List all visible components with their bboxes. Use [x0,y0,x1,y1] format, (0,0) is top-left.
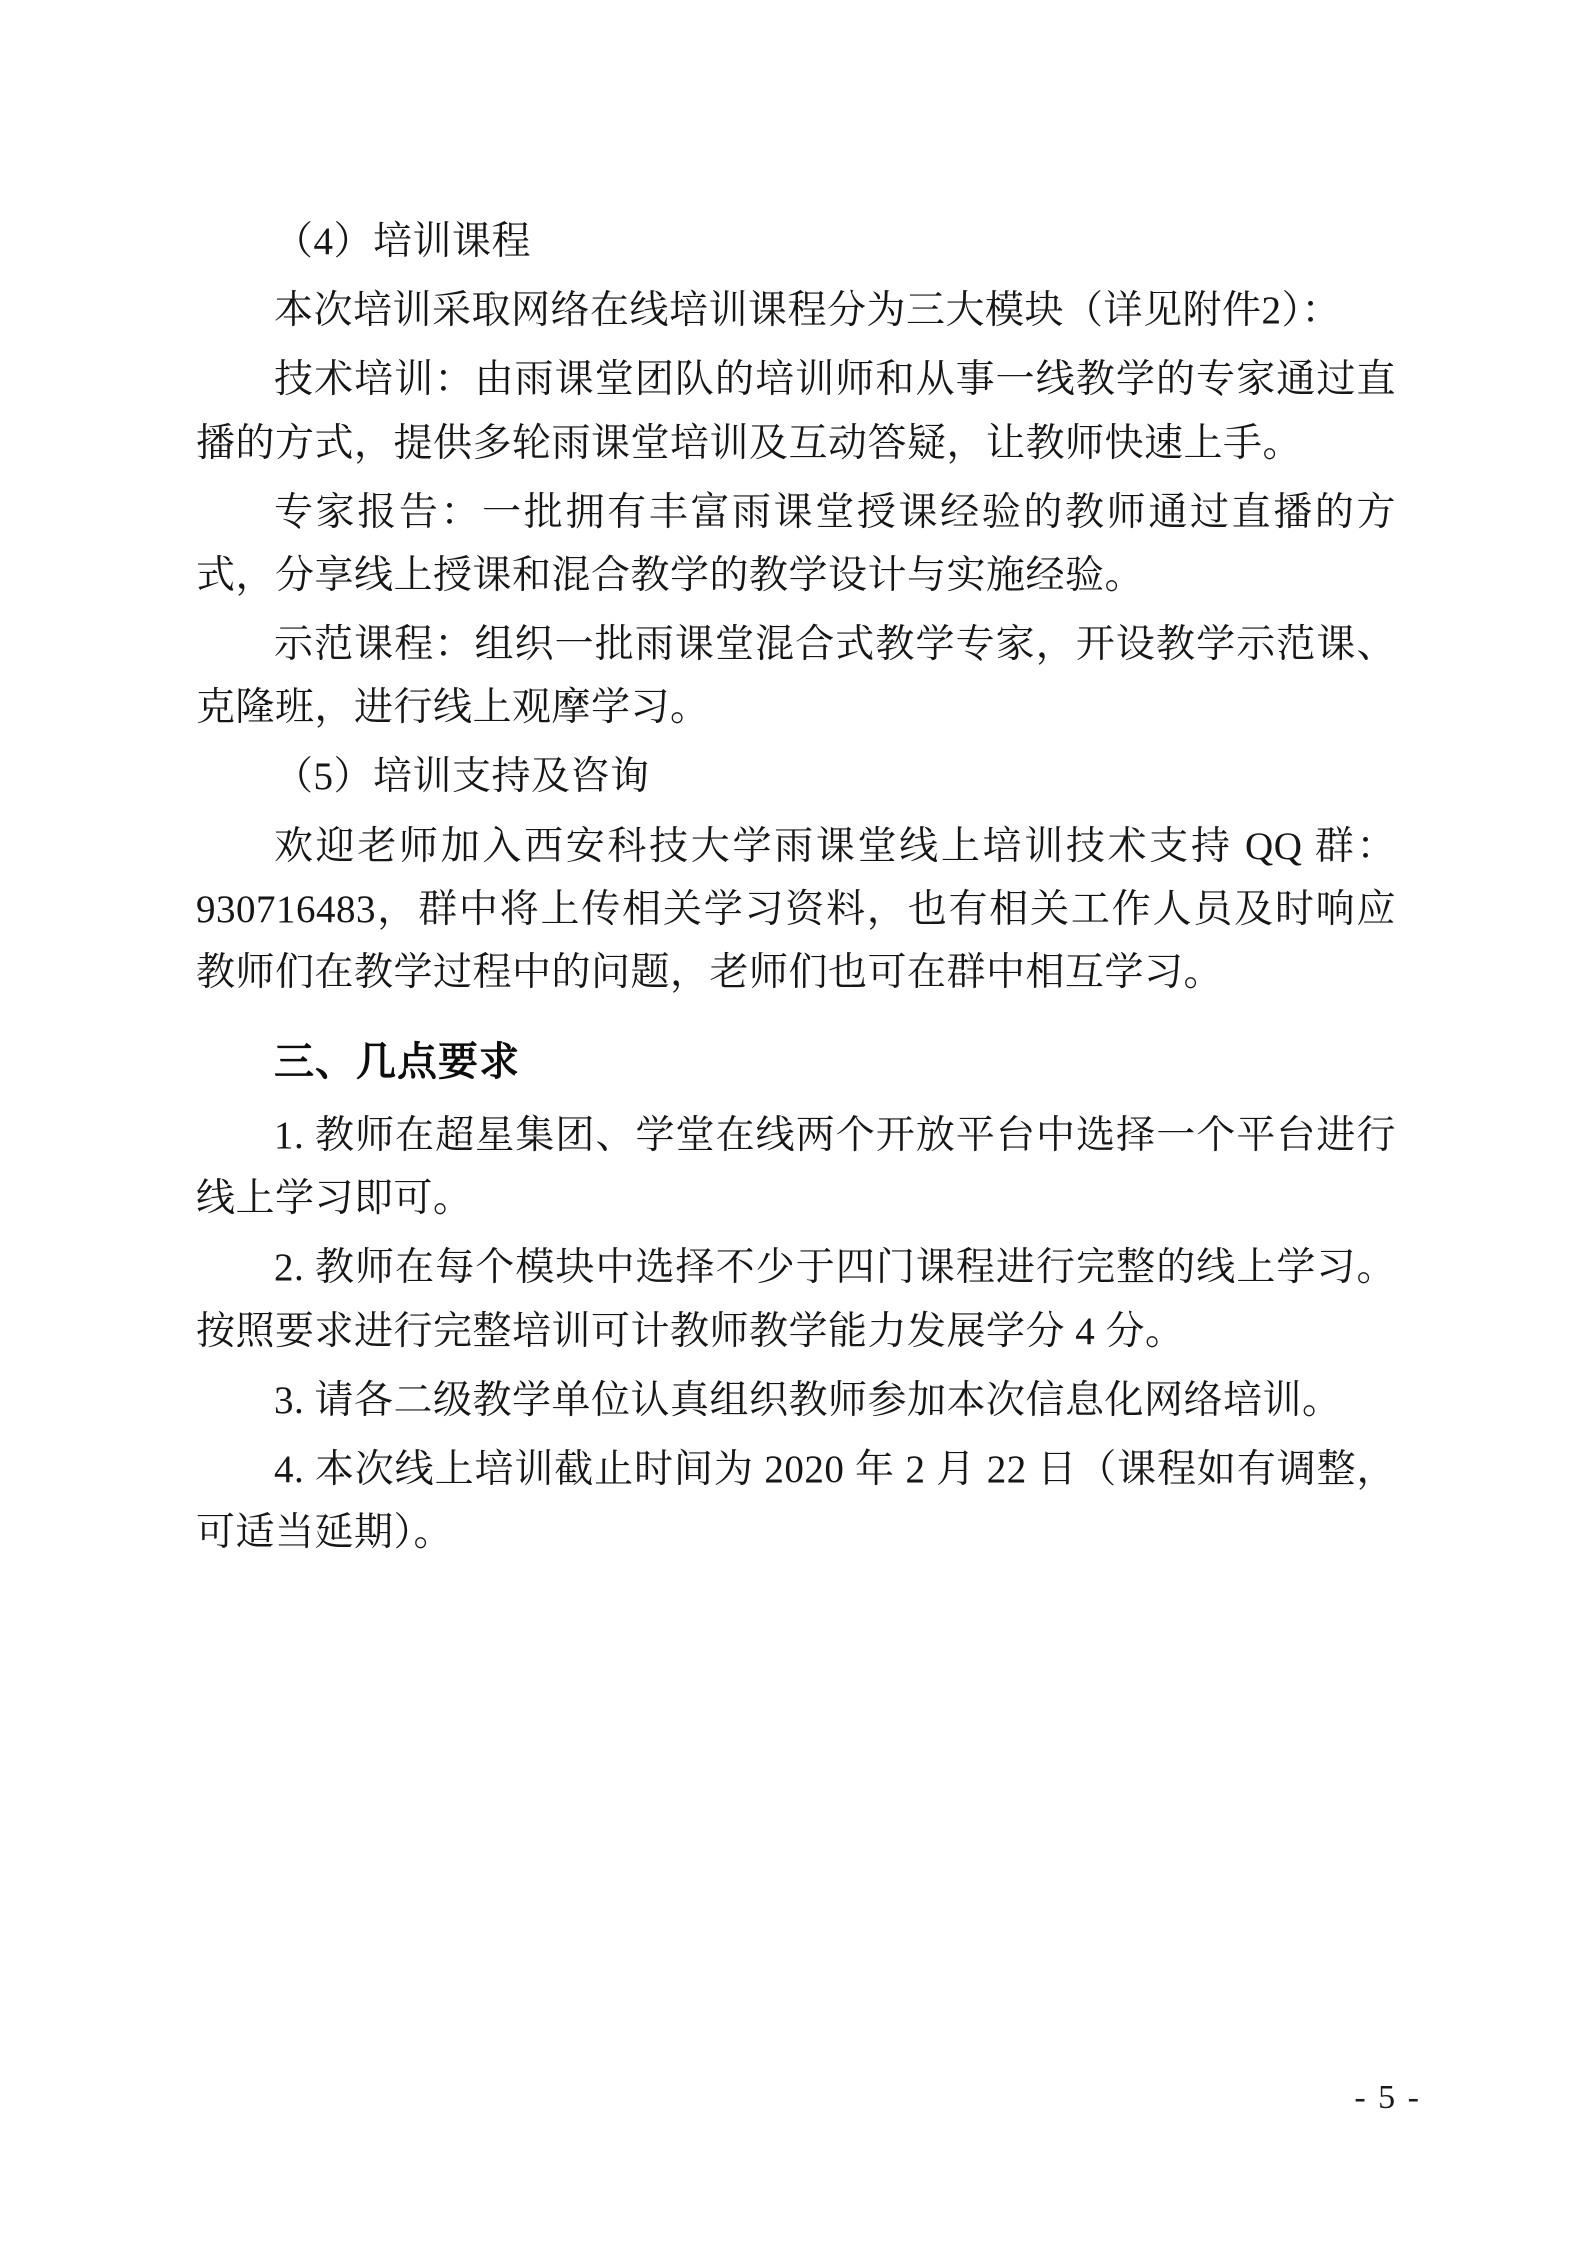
paragraph: 技术培训：由雨课堂团队的培训师和从事一线教学的专家通过直播的方式，提供多轮雨课堂培训及互动答疑，让教师快速上手。 [196,358,1396,465]
document-body [196,210,1396,1570]
paragraph: 欢迎老师加入西安科技大学雨课堂线上培训技术支持 QQ 群：930716483，群中将上传相关学习资料，也有相关工作人员及时响应教师们在教学过程中的问题，老师们也可在群中相互学习。 [196,824,1396,994]
requirement-item: 2. 教师在每个模块中选择不少于四门课程进行完整的线上学习。按照要求进行完整培训可计教师教学能力发展学分 4 分。 [196,1246,1396,1353]
section-heading: 三、几点要求 [274,1040,520,1085]
requirement-item: 3. 请各二级教学单位认真组织教师参加本次信息化网络培训。 [274,1378,1342,1422]
paragraph: （5）培训支持及咨询 [274,755,650,799]
paragraph: 专家报告：一批拥有丰富雨课堂授课经验的教师通过直播的方式，分享线上授课和混合教学的教学设计与实施经验。 [196,490,1396,597]
page-number: - 5 - [1354,2079,1421,2116]
paragraph: 本次培训采取网络在线培训课程分为三大模块（详见附件2）： [274,289,1342,333]
paragraph: （4）培训课程 [274,220,532,263]
requirement-item: 1. 教师在超星集团、学堂在线两个开放平台中选择一个平台进行线上学习即可。 [196,1114,1396,1221]
requirement-item: 4. 本次线上培训截止时间为 2020 年 2 月 22 日（课程如有调整，可适当延期）。 [196,1447,1396,1555]
paragraph: 示范课程：组织一批雨课堂混合式教学专家，开设教学示范课、克隆班，进行线上观摩学习。 [196,623,1396,730]
